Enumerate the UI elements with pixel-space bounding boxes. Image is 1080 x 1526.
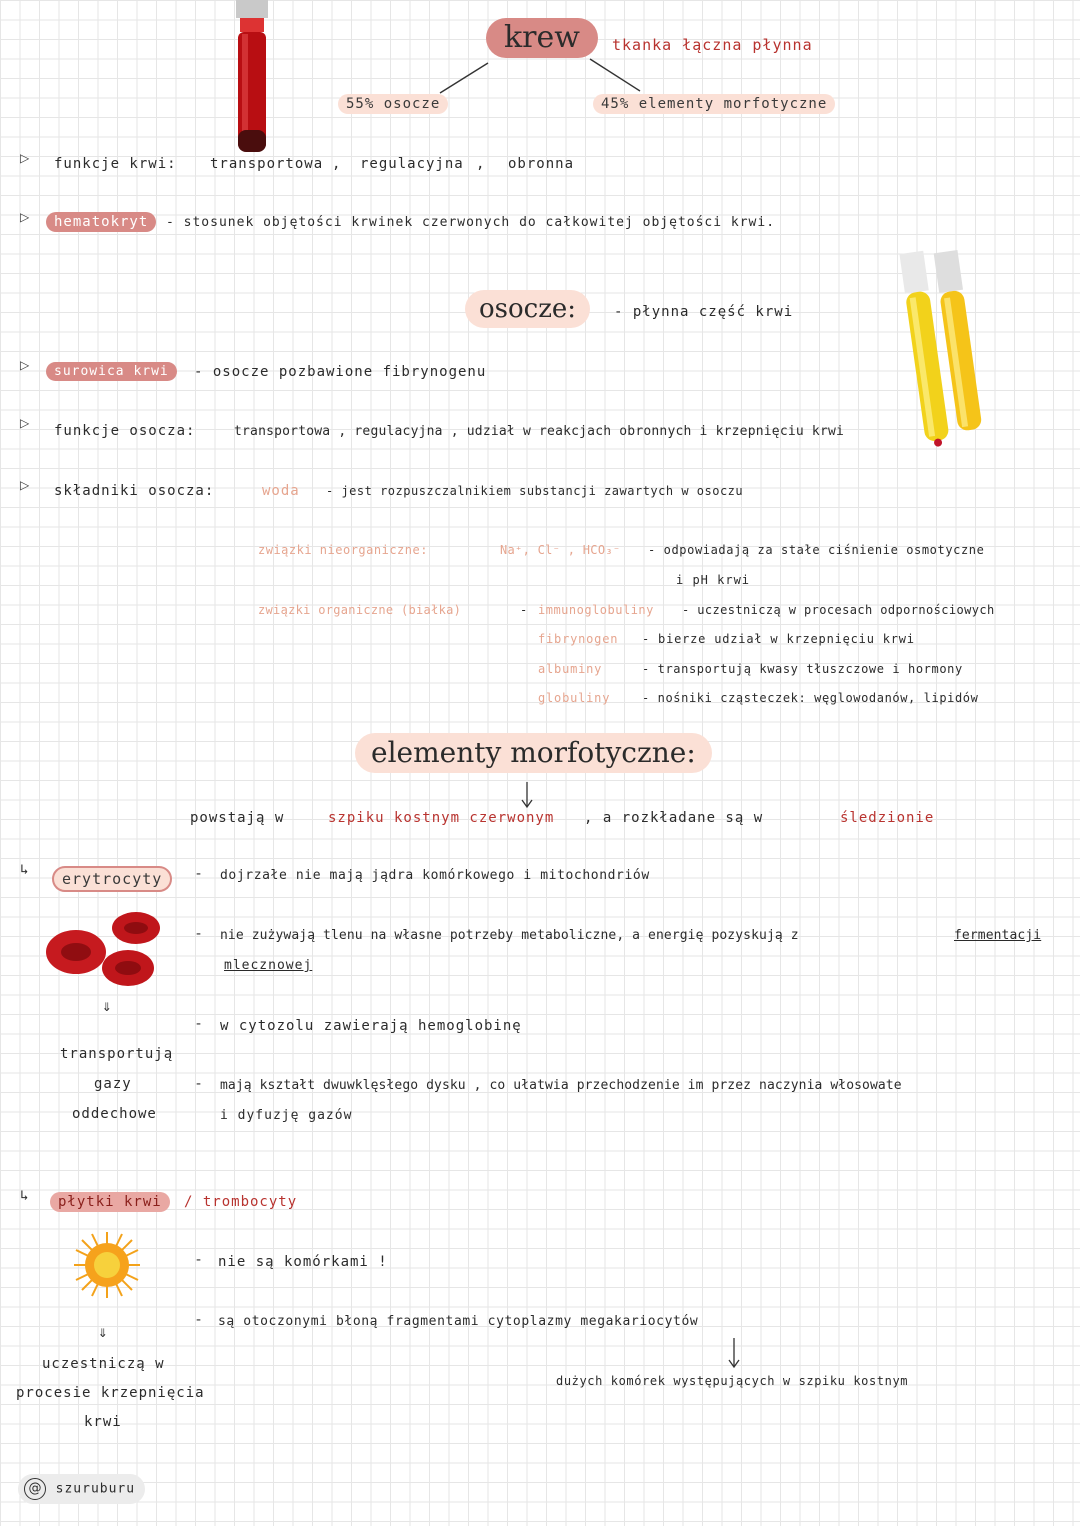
title-krew: krew xyxy=(486,18,598,58)
hematokryt-term: hematokryt xyxy=(46,212,156,232)
author-handle-badge xyxy=(18,1474,145,1504)
plytki-term: płytki krwi xyxy=(50,1192,170,1212)
plasma-tubes-image xyxy=(895,238,1005,463)
bullet-dash: - xyxy=(196,1252,202,1268)
double-down-arrow-icon: ⇓ xyxy=(102,996,113,1015)
platelet-image xyxy=(72,1230,142,1300)
protein-immunoglobuliny-desc: - uczestniczą w procesach odpornościowych xyxy=(682,603,995,617)
funkcje-krwi-f1: transportowa xyxy=(210,156,324,172)
ery-b4a: mają kształt dwuwklęsłego dysku , co ułatwia przechodzenie im przez naczynia włosowate xyxy=(220,1078,902,1093)
skladniki-woda-desc: - jest rozpuszczalnikiem substancji zawartych w osoczu xyxy=(326,484,744,498)
skladniki-ions-desc2: i pH krwi xyxy=(676,573,751,587)
osocze-desc: - płynna część krwi xyxy=(614,304,794,320)
play-bullet-icon: ▷ xyxy=(20,416,30,430)
ery-b2c: mlecznowej xyxy=(224,958,313,973)
ery-b2a: nie zużywają tlenu na własne potrzeby metaboliczne, a energię pozyskują z xyxy=(220,928,799,943)
origin-mid: , a rozkładane są w xyxy=(584,810,764,826)
hematokryt-def: - stosunek objętości krwinek czerwonych do całkowitej objętości krwi. xyxy=(166,215,776,230)
play-bullet-icon: ▷ xyxy=(20,151,30,165)
red-blood-cells-image xyxy=(44,910,164,990)
plasma-percent: 55% osocze xyxy=(338,94,448,114)
funkcje-krwi-sep1: , xyxy=(332,156,342,172)
protein-fibrynogen: fibrynogen xyxy=(538,632,619,646)
skladniki-ions-desc: - odpowiadają za stałe ciśnienie osmotyczne xyxy=(648,543,985,557)
surowica-term: surowica krwi xyxy=(46,362,177,381)
plytki-b2: są otoczonymi błoną fragmentami cytoplazmy megakariocytów xyxy=(218,1314,699,1329)
protein-albuminy: albuminy xyxy=(538,662,603,676)
elementy-heading: elementy morfotyczne: xyxy=(355,733,712,773)
ery-side1: transportują xyxy=(60,1046,174,1062)
blood-tube-image xyxy=(222,0,282,160)
at-icon: @ xyxy=(24,1478,46,1500)
author-handle: szuruburu xyxy=(55,1481,136,1497)
surowica-def: - osocze pozbawione fibrynogenu xyxy=(194,364,487,380)
skladniki-woda: woda xyxy=(262,483,300,499)
bullet-dash: - xyxy=(196,926,202,942)
erytrocyty-term: erytrocyty xyxy=(52,866,172,892)
skladniki-org-dash: - xyxy=(520,603,529,617)
skladniki-ions: Na⁺, Cl⁻ , HCO₃⁻ xyxy=(500,543,621,557)
ery-side2: gazy xyxy=(94,1076,132,1092)
bullet-dash: - xyxy=(196,1076,202,1092)
funkcje-krwi-f3: obronna xyxy=(508,156,575,172)
ery-b3: w cytozolu zawierają hemoglobinę xyxy=(220,1018,522,1034)
funkcje-krwi-label: funkcje krwi: xyxy=(54,156,177,172)
protein-albuminy-desc: - transportują kwasy tłuszczowe i hormony xyxy=(642,662,963,676)
plytki-side1: uczestniczą w xyxy=(42,1356,165,1372)
protein-fibrynogen-desc: - bierze udział w krzepnięciu krwi xyxy=(642,632,915,646)
protein-immunoglobuliny: immunoglobuliny xyxy=(538,603,654,617)
play-bullet-icon: ▷ xyxy=(20,358,30,372)
return-arrow-icon: ↳ xyxy=(20,862,30,878)
osocze-heading: osocze: xyxy=(465,290,590,328)
plytki-b1: nie są komórkami ! xyxy=(218,1254,388,1270)
bullet-dash: - xyxy=(196,1016,202,1032)
bullet-dash: - xyxy=(196,866,202,882)
plytki-side3: krwi xyxy=(84,1414,122,1430)
skladniki-org: związki organiczne (białka) xyxy=(258,603,462,617)
funkcje-osocza-text: transportowa , regulacyjna , udział w reakcjach obronnych i krzepnięciu krwi xyxy=(234,424,845,439)
origin-place2: śledzionie xyxy=(840,810,935,826)
elements-percent: 45% elementy morfotyczne xyxy=(593,94,835,114)
ery-b4b: i dyfuzję gazów xyxy=(220,1108,353,1123)
funkcje-osocza-label: funkcje osocza: xyxy=(54,423,196,439)
plytki-b2-note: dużych komórek występujących w szpiku kostnym xyxy=(556,1374,909,1388)
play-bullet-icon: ▷ xyxy=(20,210,30,224)
funkcje-krwi-sep2: , xyxy=(476,156,486,172)
protein-globuliny: globuliny xyxy=(538,691,611,705)
protein-globuliny-desc: - nośniki cząsteczek: węglowodanów, lipidów xyxy=(642,691,979,705)
funkcje-krwi-f2: regulacyjna xyxy=(360,156,464,172)
down-arrow-icon xyxy=(520,780,534,810)
plytki-side2: procesie krzepnięcia xyxy=(16,1385,205,1401)
ery-b2b: fermentacji xyxy=(954,928,1042,943)
skladniki-nieorg: związki nieorganiczne: xyxy=(258,543,428,557)
play-bullet-icon: ▷ xyxy=(20,478,30,492)
title-krew-desc: tkanka łączna płynna xyxy=(612,36,813,54)
return-arrow-icon: ↳ xyxy=(20,1188,30,1204)
double-down-arrow-icon: ⇓ xyxy=(98,1322,109,1341)
down-arrow-icon xyxy=(727,1336,741,1370)
ery-b1: dojrzałe nie mają jądra komórkowego i mitochondriów xyxy=(220,868,650,883)
origin-pre: powstają w xyxy=(190,810,285,826)
ery-side3: oddechowe xyxy=(72,1106,157,1122)
bullet-dash: - xyxy=(196,1312,202,1328)
plytki-alt: / trombocyty xyxy=(184,1194,298,1210)
origin-place: szpiku kostnym czerwonym xyxy=(328,810,555,826)
skladniki-label: składniki osocza: xyxy=(54,483,215,499)
